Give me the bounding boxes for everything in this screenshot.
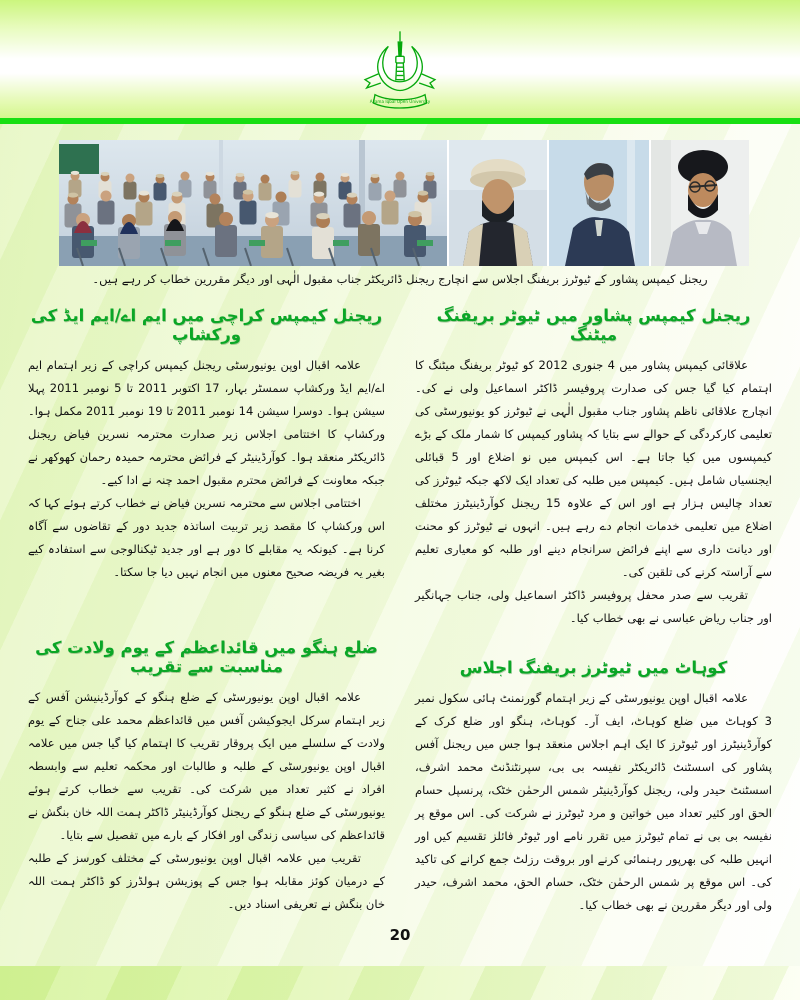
- article-title-hangu: ضلع ہنگو میں قائداعظم کے یوم ولادت کی مناسبت سے تقریب: [35, 638, 378, 676]
- aiou-crest-icon: [358, 28, 442, 118]
- article-hangu-event: [28, 638, 385, 916]
- article-paragraph: علامہ اقبال اوپن یونیورسٹی ریجنل کیمپس کراچی کے زیر اہتمام ایم اے/ایم ایڈ ورکشاپ سمسٹر بہار، 17 اکتوبر 2011 تا 5 نومبر 2011 پہلا سیشن ہوا۔ دوسرا سیشن 14 نومبر 2011 تا 19 نومبر 2011 مکمل ہوا۔ ورکشاپ کا اختتامی اجلاس زیر صدارت محترمہ نسرین فیاض ریجنل ڈائریکٹر منعقد ہوا۔ کوآرڈینیٹر کے فرائض محترمہ حمیدہ رحمان کھوکھر نے جبکہ معاونت کے فرائض محترم مقبول احمد چنہ نے ادا کیے۔: [28, 358, 386, 487]
- article-peshawar-meeting: [415, 306, 772, 658]
- article-karachi-workshop: [28, 306, 385, 638]
- article-title-peshawar: ریجنل کیمپس پشاور میں ٹیوٹر بریفنگ میٹنگ: [436, 306, 751, 344]
- article-kohat-meeting: [415, 658, 772, 917]
- article-paragraph: تقریب میں علامہ اقبال اوپن یونیورسٹی کے مختلف کورسز کے طلبہ کے درمیان کوئز مقابلہ ہوا جس کے پوزیشن ہولڈرز کو ڈاکٹر ہمت اللہ خان بنگش نے تعریفی اسناد دیں۔: [28, 851, 385, 911]
- aiou-crest-logo: [358, 28, 442, 122]
- article-title-kohat: کوہاٹ میں ٹیوٹرز بریفنگ اجلاس: [459, 658, 728, 677]
- photo-speaker-turban: [651, 140, 749, 266]
- page-number: 20: [389, 926, 411, 944]
- logo-banner-text: Allama Iqbal Open University: [369, 99, 431, 104]
- photo-speaker-pakol: [449, 140, 547, 266]
- article-paragraph: اختتامی اجلاس سے محترمہ نسرین فیاض نے خطاب کرتے ہوئے کہا کہ اس ورکشاپ کا مقصد زیر تربیت اساتذہ جدید دور کے تقاضوں سے آگاہ کرنا ہے۔ کیونکہ یہ مقابلے کا دور ہے اور جدید ٹیکنالوجی سے استفادہ کیے بغیر یہ فریضہ صحیح معنوں میں انجام نہیں دیا جا سکتا۔: [28, 496, 385, 579]
- article-title-karachi: ریجنل کیمپس کراچی میں ایم اے/ایم ایڈ کی ورکشاپ: [30, 306, 383, 344]
- photo-speaker-suit: [549, 140, 649, 266]
- photo-caption: ریجنل کیمپس پشاور کے ٹیوٹرز بریفنگ اجلاس سے انچارج ریجنل ڈائریکٹر جناب مقبول الٰہی اور دیگر مقررین خطاب کر رہے ہیں۔: [92, 272, 708, 286]
- article-columns: [28, 306, 772, 917]
- header-banner: [0, 0, 800, 118]
- photo-strip: [59, 140, 749, 266]
- photo-briefing-audience: [59, 140, 447, 266]
- article-paragraph: علامہ اقبال اوپن یونیورسٹی کے زیر اہتمام گورنمنٹ ہائی سکول نمبر 3 کوہاٹ میں ضلع کوہاٹ، ایف آر۔ کوہاٹ، ہنگو اور ضلع کرک کے کوآرڈینیٹرز اور ٹیوٹرز کا ایک اہم اجلاس منعقد ہوا جس میں ریجنل آفس پشاور کی اسسٹنٹ ڈائریکٹر نفیسہ بی بی، سپرنٹنڈنٹ محمد اشرف، اسسٹنٹ حیدر ولی، ریجنل کوآرڈینیٹر شمس الرحمٰن خٹک، پرنسپل حسام الحق اور کثیر تعداد میں خواتین و مرد ٹیوٹرز نے شرکت کی۔ اس موقع پر نفیسہ بی بی نے تمام ٹیوٹرز میں تقرر نامے اور ٹیوٹر فائلز تقسیم کیں اور انہیں طلبہ کی بھرپور رہنمائی کرنے اور بروقت رزلٹ جمع کرانے کی تاکید کی۔ اس موقع پر شمس الرحمٰن خٹک، حسام الحق، محمد اشرف، حیدر ولی اور دیگر مقررین نے بھی خطاب کیا۔: [415, 691, 772, 912]
- article-paragraph: علامہ اقبال اوپن یونیورسٹی کے ضلع ہنگو کے کوآرڈینیشن آفس کے زیر اہتمام سرکل ایجوکیشن آفس میں قائداعظم محمد علی جناح کے یوم ولادت کے سلسلے میں ایک پروقار تقریب کا اہتمام کیا گیا جس میں علامہ اقبال اوپن یونیورسٹی کے طلبہ و طالبات اور محکمہ تعلیم سے وابسطہ افراد نے کثیر تعداد میں شرکت کی۔ تقریب سے خطاب کرتے ہوئے یونیورسٹی کے ضلع ہنگو کے ریجنل کوآرڈینیٹر ڈاکٹر ہمت اللہ خان بنگش نے قائداعظم کی سیاسی زندگی اور افکار کے بارے میں تفصیل سے بتایا۔: [28, 690, 385, 842]
- column-right: [415, 306, 772, 917]
- article-paragraph: علاقائی کیمپس پشاور میں 4 جنوری 2012 کو ٹیوٹر بریفنگ میٹنگ کا اہتمام کیا گیا جس کی صدارت پروفیسر ڈاکٹر اسماعیل ولی نے کی۔ انچارج علاقائی ناظم پشاور جناب مقبول الٰہی نے ٹیوٹرز کو یونیورسٹی کی تعلیمی کارکردگی کے حوالے سے بتایا کہ پشاور کیمپس کا شمار ملک کے بڑے کیمپسوں میں کیا جاتا ہے۔ اس کیمپس میں نو اضلاع اور 5 قبائلی ایجنسیاں شامل ہیں۔ کیمپس میں طلبہ کی تعداد ایک لاکھ جبکہ ٹیوٹرز کی تعداد چالیس ہزار ہے اور اس کے علاوہ 15 ریجنل کوآرڈینیٹرز مختلف اضلاع میں تعلیمی خدمات انجام دے رہے ہیں۔ انہوں نے ٹیوٹرز کو محنت اور دیانت داری سے اپنے فرائض سرانجام دینے اور طلبہ کو معیاری تعلیم سے آراستہ کرنے کی تلقین کی۔: [415, 358, 772, 579]
- article-paragraph: تقریب سے صدر محفل پروفیسر ڈاکٹر اسماعیل ولی، جناب جہانگیر اور جناب ریاض عباسی نے بھی خطاب کیا۔: [415, 588, 772, 625]
- footer-band: [0, 966, 800, 1000]
- column-left: [28, 306, 385, 917]
- header-divider-bar: [0, 118, 800, 124]
